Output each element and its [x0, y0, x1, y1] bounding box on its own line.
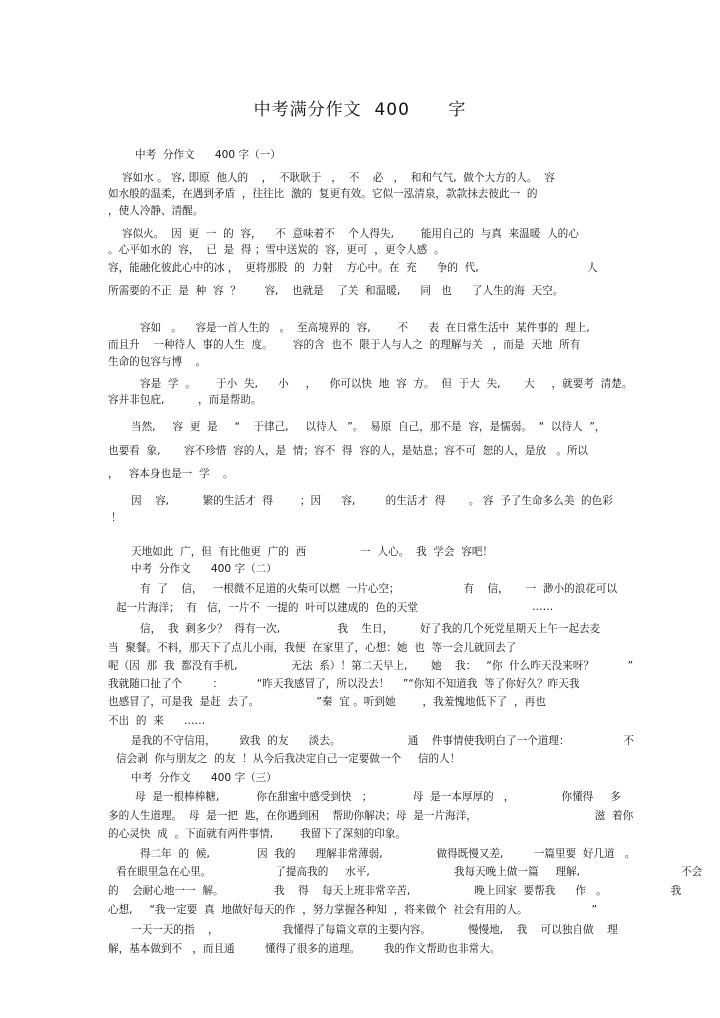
- body-line: 有 了 信， 一根微不足道的火柴可以燃 一片心空； 有 信， 一 渺小的浪花可以: [140, 583, 618, 595]
- body-line: 不出 的 来 ……: [108, 715, 206, 727]
- body-line: 所需要的不正 是 种 容 ？ 容, 也就是 了关 和温暖, 同 也 了人生的海 天空。: [108, 285, 564, 297]
- body-line: 容是 学 。 于小 失, 小 ， 你可以快 地 容 方。 但 于大 失, 大 ，就要考 清楚。: [140, 378, 633, 390]
- body-line: 如水般的温柔，在遇到矛盾 ，往往比 激的 复更有效。它似一泓清泉，款款抹去彼此一 的: [108, 188, 538, 200]
- body-line: 母 是一根棒棒糖, 你在甜蜜中感受到快 ； 母 是一本厚厚的 ， 你懂得 多: [135, 791, 621, 803]
- body-line: 的 会耐心地一一 解。 我 得 每天上班非常辛苦, 晚上回家 要帮我 作 。 我: [108, 885, 682, 897]
- body-line: 多的人生道理。 母 是一把 匙，在你遇到困 帮助你解决；母 是一片海洋， 滋 着你: [108, 810, 634, 822]
- page-title: 中考满分作文 400 字: [253, 100, 467, 120]
- body-line: 因 容, 繁的生活才 得 ；因 容, 的生活才 得 。 容 予了生命多么美 的色彩: [131, 495, 613, 507]
- body-line: 容，能融化彼此心中的冰 ， 更将那股 的 力射 方心中。在 充 争的 代,: [108, 262, 479, 274]
- body-line: ，使人冷静、清醒。: [108, 205, 204, 217]
- body-line: 容似火。 因 更 一 的 容， 不 意味着不 个人得失, 能用自己的 与真 来温暖 人的心: [122, 228, 579, 240]
- body-line: 天地如此 广，但 有比他更 广的 西 一 人心。 我 学会 容吧！: [131, 546, 494, 558]
- body-line: 人: [587, 262, 598, 274]
- body-line: 也要看 象, 容不珍惜 容的人，是 情；容不 得 容的人，是姑息；容不可 恕的人，是放 。所以: [108, 445, 589, 457]
- body-line: 容如 。 容是一首人生的 。 至高境界的 容, 不 表 在日常生活中 某件事的 理上,: [140, 322, 590, 334]
- body-line: 呢（因 那 我 都没有手机, 无法 系）！第二天早上, 她 我： “你 什么昨天没来呀？ ”: [108, 660, 634, 672]
- body-line: 也感冒了，可是我 是赶 去了。 ”秦 宜 。听到她 ，我羞愧地低下了 ，再也: [108, 696, 546, 708]
- body-line: 一天一天的指 ， 我懂得了每篇文章的主要内容。 慢慢地, 我 可以独自做 理: [131, 924, 618, 936]
- body-line: 容并非包庇, ，而是帮助。: [108, 394, 262, 406]
- body-line: 信会剥 你与朋友之 的友 ！从今后我决定自己一定要做一个 信的人！: [116, 753, 461, 765]
- body-line: 起一片海洋； 有 信，一片不 一提的 叶可以建成的 色的天堂: [116, 602, 418, 614]
- body-line: ！: [111, 512, 122, 524]
- body-line: 得二年 的 候, 因 我的 理解非常薄弱, 做得既慢又差, 一篇里要 好几道 。: [140, 848, 636, 860]
- body-line: 是我的不守信用， 致我 的友 淡去。 通 件事情使我明白了一个道理： 不: [131, 735, 635, 747]
- section-heading-2: 中考 分作文 400 字（二）: [131, 563, 277, 575]
- body-line: 的心灵快 成 。下面就有两件事情, 我留下了深刻的印象。: [108, 828, 407, 840]
- body-line: 生命的包容与博 。: [108, 356, 207, 368]
- body-line: 看在眼里急在心里。 了提高我的 水平, 我每天晚上做一篇 理解, 不会: [116, 866, 703, 878]
- body-line: 解，基本做到不 ，而且通 懂得了很多的道理。 我的作文帮助也非常大。: [108, 943, 501, 955]
- body-line: 。心平如水的 容， 已 是 得 ；雪中送炭的 容，更可 ，更令人感 。: [108, 244, 445, 256]
- section-heading-1: 中考 分作文 400 字（一）: [135, 149, 281, 161]
- body-line: 容如水 。 容, 即原 他人的 ， 不耿耿于 ， 不 必 ， 和和气气, 做个大方的人。 容: [122, 172, 555, 184]
- ellipsis-text: ……: [532, 601, 554, 613]
- body-line: 我就随口扯了个 ： “昨天我感冒了，所以没去！ ”“你知不知道我 等了你好久？昨天我: [108, 678, 580, 690]
- body-line: 当 聚餐。不料，那天下了点儿小雨，我便 在家里了，心想：她 也 等一会儿就回去了: [108, 642, 517, 654]
- body-line: ， 容本身也是一 学 。: [108, 468, 234, 480]
- body-line: 信， 我 剩多少？ 得有一次, 我 生日， 好了我的几个死党星期天上午一起去麦: [140, 623, 601, 635]
- body-line: 而且升 一种待人 事的人生 度。 容的含 也不 限于人与人之 的理解与关 ，而是 天地 所有: [108, 339, 581, 351]
- body-line: 当然, 容 更 是 “ 于律己, 以待人 ”。 易原 自己，那不是 容，是懦弱。 “ 以待人 ”，: [131, 421, 606, 433]
- body-line: 心想, “我一定要 真 地做好每天的作 ，努力掌握各种知 ，将来做个 社会有用的人。 ”: [108, 904, 598, 916]
- section-heading-3: 中考 分作文 400 字（三）: [131, 772, 277, 784]
